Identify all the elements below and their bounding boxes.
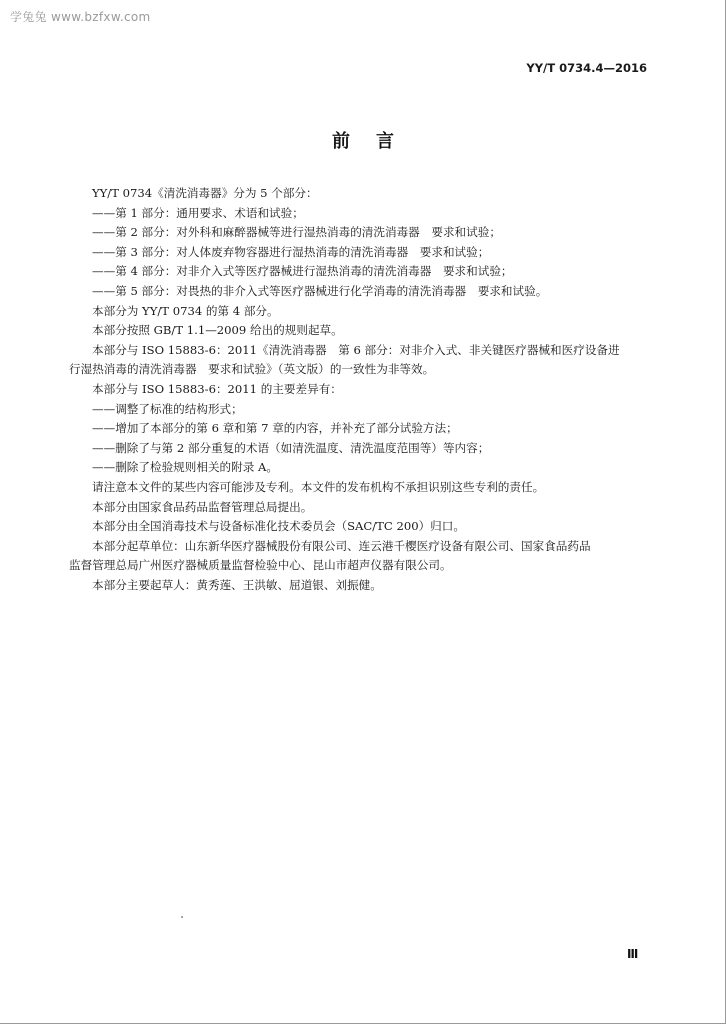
difference-item: ——删除了检验规则相关的附录 A。 — [92, 460, 278, 475]
part-list-item: ——第 3 部分：对人体废弃物容器进行湿热消毒的清洗消毒器 要求和试验； — [92, 244, 490, 259]
difference-item: ——调整了标准的结构形式； — [92, 401, 243, 416]
part-list-item: ——第 5 部分：对畏热的非介入式等医疗器械进行化学消毒的清洗消毒器 要求和试验。 — [92, 283, 548, 298]
drafting-units-line-1: 本部分起草单位：山东新华医疗器械股份有限公司、连云港千樱医疗设备有限公司、国家食品药品 — [92, 538, 591, 553]
scan-speck — [181, 916, 183, 918]
drafting-rules-statement: 本部分按照 GB/T 1.1—2009 给出的规则起草。 — [92, 323, 343, 338]
differences-intro: 本部分与 ISO 15883-6：2011 的主要差异有： — [92, 381, 342, 396]
difference-item: ——删除了与第 2 部分重复的术语（如清洗温度、清洗温度范围等）等内容； — [92, 440, 490, 455]
consistency-line-2: 行湿热消毒的清洗消毒器 要求和试验》（英文版）的一致性为非等效。 — [69, 362, 435, 377]
part-list-item: ——第 2 部分：对外科和麻醉器械等进行湿热消毒的清洗消毒器 要求和试验； — [92, 225, 501, 240]
part-list-item: ——第 4 部分：对非介入式等医疗器械进行湿热消毒的清洗消毒器 要求和试验； — [92, 264, 513, 279]
consistency-line-1: 本部分与 ISO 15883-6：2011《清洗消毒器 第 6 部分：对非介入式、非关键医疗器械和医疗设备进 — [92, 342, 620, 357]
drafters-statement: 本部分主要起草人：黄秀莲、王洪敏、屈道银、刘振健。 — [92, 577, 382, 592]
page-number: Ⅲ — [627, 947, 638, 961]
intro-paragraph: YY/T 0734《清洗消毒器》分为 5 个部分： — [92, 186, 318, 200]
proposer-statement: 本部分由国家食品药品监督管理总局提出。 — [92, 499, 313, 514]
part-list-item: ——第 1 部分：通用要求、术语和试验； — [92, 205, 304, 220]
patent-notice: 请注意本文件的某些内容可能涉及专利。本文件的发布机构不承担识别这些专利的责任。 — [92, 479, 545, 494]
drafting-units — [69, 537, 641, 576]
consistency-statement — [69, 341, 641, 380]
difference-item: ——增加了本部分的第 6 章和第 7 章的内容，并补充了部分试验方法； — [92, 421, 458, 436]
site-watermark: 学兔兔 www.bzfxw.com — [10, 10, 151, 24]
standard-code: YY/T 0734.4—2016 — [526, 61, 647, 75]
page-title: 前言 — [332, 131, 420, 152]
drafting-units-line-2: 监督管理总局广州医疗器械质量监督检验中心、昆山市超声仪器有限公司。 — [69, 558, 452, 573]
document-body — [69, 184, 641, 595]
part-statement: 本部分为 YY/T 0734 的第 4 部分。 — [92, 303, 279, 318]
committee-statement: 本部分由全国消毒技术与设备标准化技术委员会（SAC/TC 200）归口。 — [92, 519, 465, 534]
